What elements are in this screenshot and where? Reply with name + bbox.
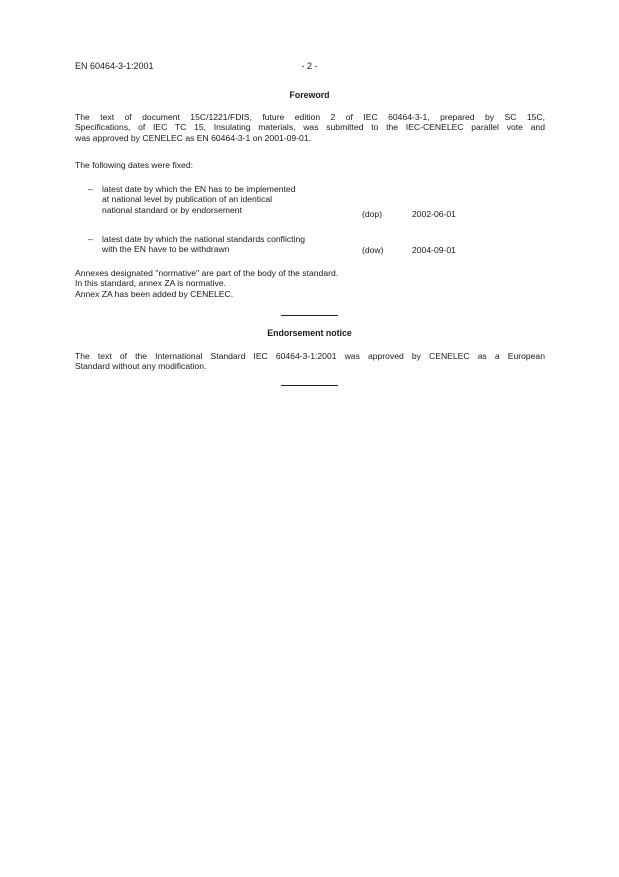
endorsement-title: Endorsement notice bbox=[267, 328, 352, 338]
dates-item-line: with the EN have to be withdrawn bbox=[102, 244, 230, 255]
dop-code: (dop) bbox=[362, 209, 383, 219]
dates-list-item-dop bbox=[102, 184, 295, 215]
foreword-intro-line: The text of document 15C/1221/FDIS, future edition 2 of IEC 60464-3-1, prepared by SC 15C, bbox=[75, 112, 545, 122]
section-divider bbox=[281, 315, 338, 316]
document-id: EN 60464-3-1:2001 bbox=[75, 61, 154, 71]
dop-date: 2002-06-01 bbox=[412, 209, 456, 219]
list-dash: – bbox=[88, 184, 93, 194]
annex-line: Annex ZA has been added by CENELEC. bbox=[75, 288, 234, 299]
endorsement-line: The text of the International Standard IEC 60464-3-1:2001 was approved by CENELEC as a European bbox=[75, 351, 545, 361]
foreword-intro-line: was approved by CENELEC as EN 60464-3-1 on 2001-09-01. bbox=[75, 132, 311, 143]
foreword-intro-paragraph bbox=[75, 112, 545, 143]
foreword-intro-line: Specifications, of IEC TC 15, Insulating materials, was submitted to the IEC-CENELEC parallel vote and bbox=[75, 122, 545, 133]
annex-line: In this standard, annex ZA is normative. bbox=[75, 278, 226, 289]
dates-item-line: national standard or by endorsement bbox=[102, 204, 242, 215]
endorsement-line: Standard without any modification. bbox=[75, 361, 207, 372]
annex-paragraph bbox=[75, 268, 545, 299]
endorsement-paragraph bbox=[75, 351, 545, 372]
dates-item-line: latest date by which the national standards conflicting bbox=[102, 234, 306, 244]
dates-item-line: at national level by publication of an identical bbox=[102, 194, 273, 205]
dates-list-item-dow bbox=[102, 234, 305, 255]
dates-item-line: latest date by which the EN has to be implemented bbox=[102, 184, 296, 194]
dow-code: (dow) bbox=[362, 245, 384, 255]
page-number: - 2 - bbox=[301, 61, 318, 71]
list-dash: – bbox=[88, 234, 93, 244]
section-divider bbox=[281, 385, 338, 386]
annex-line: Annexes designated "normative" are part of the body of the standard. bbox=[75, 268, 339, 278]
dates-intro: The following dates were fixed: bbox=[75, 160, 193, 170]
foreword-title: Foreword bbox=[289, 90, 330, 100]
dow-date: 2004-09-01 bbox=[412, 245, 456, 255]
